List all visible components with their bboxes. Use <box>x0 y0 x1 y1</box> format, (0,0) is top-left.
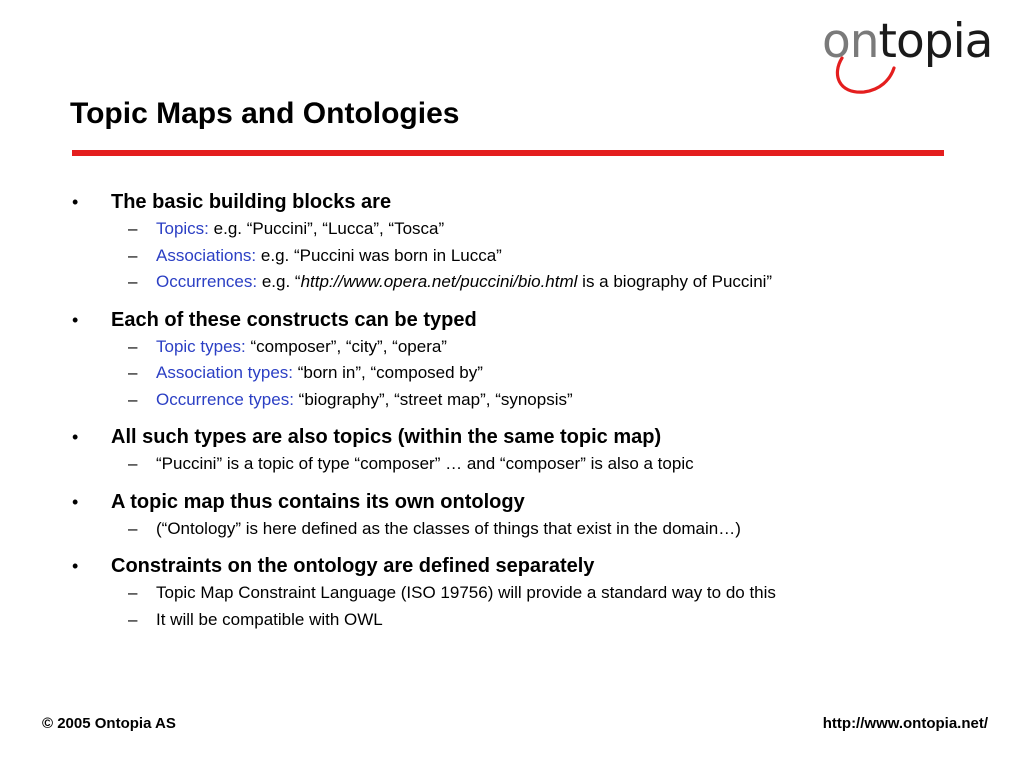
sub-bullet-item <box>0 580 1024 607</box>
term-description: “born in”, “composed by” <box>293 363 483 382</box>
sub-bullet-item <box>0 607 1024 634</box>
bullet-marker: • <box>72 309 79 330</box>
term-label: Occurrence types: <box>156 389 294 409</box>
sub-bullet-marker: – <box>128 219 138 238</box>
bullet-text: A topic map thus contains its own ontology <box>111 490 525 513</box>
bullet-text: All such types are also topics (within the same topic map) <box>111 426 662 448</box>
bullet-item <box>0 307 1024 334</box>
bullet-item <box>0 489 1024 516</box>
sub-bullet-item <box>0 269 1024 296</box>
sub-bullet-marker: – <box>128 363 138 382</box>
logo-wordmark <box>822 12 992 72</box>
bullet-text: The basic building blocks are <box>111 191 392 213</box>
sub-bullet-text <box>156 216 444 243</box>
term-description-start: e.g. “ <box>257 272 301 291</box>
slide-title: Topic Maps and Ontologies <box>70 97 460 130</box>
bullet-list <box>0 189 1024 633</box>
sub-bullet-text: “Puccini” is a topic of type “composer” … and “composer” is also a topic <box>156 454 694 473</box>
footer-url: http://www.ontopia.net/ <box>822 715 988 732</box>
bio-url-text: http://www.opera.net/puccini/bio.html <box>300 272 578 291</box>
sub-bullet-text <box>156 387 573 414</box>
bullet-item <box>0 424 1024 451</box>
sub-bullet-text <box>156 334 447 361</box>
sub-bullet-text <box>156 269 772 296</box>
sub-bullet-text: Topic Map Constraint Language (ISO 19756) will provide a standard way to do this <box>156 583 776 602</box>
bullet-marker: • <box>72 427 79 447</box>
sub-bullet-item <box>0 387 1024 414</box>
bullet-marker: • <box>72 556 79 576</box>
sub-bullet-marker: – <box>128 389 138 409</box>
sub-bullet-item <box>0 334 1024 361</box>
sub-bullet-marker: – <box>128 609 138 629</box>
sub-bullet-marker: – <box>128 454 138 473</box>
logo-part-on: on <box>822 14 879 69</box>
bullet-marker: • <box>72 491 79 512</box>
sub-bullet-text: (“Ontology” is here defined as the classes of things that exist in the domain…) <box>156 518 741 538</box>
sub-bullet-text <box>156 360 483 387</box>
term-label: Associations: <box>156 245 257 265</box>
sub-bullet-item <box>0 360 1024 387</box>
logo-part-topia: topia <box>878 14 993 69</box>
sub-bullet-marker: – <box>128 245 138 265</box>
sub-bullet-marker: – <box>128 336 138 356</box>
title-underline <box>72 150 944 156</box>
term-label: Topics: <box>156 219 209 238</box>
bullet-marker: • <box>72 192 79 212</box>
sub-bullet-text: It will be compatible with OWL <box>156 609 383 629</box>
term-label: Occurrences: <box>156 272 258 291</box>
bullet-item <box>0 553 1024 580</box>
bullet-item <box>0 189 1024 216</box>
footer-copyright: © 2005 Ontopia AS <box>42 715 176 732</box>
term-description-end: is a biography of Puccini” <box>577 272 773 291</box>
sub-bullet-marker: – <box>128 583 138 602</box>
term-description: “biography”, “street map”, “synopsis” <box>293 389 573 409</box>
sub-bullet-item <box>0 243 1024 270</box>
term-description: e.g. “Puccini”, “Lucca”, “Tosca” <box>208 219 445 238</box>
term-label: Topic types: <box>156 336 246 356</box>
bullet-text: Constraints on the ontology are defined separately <box>111 555 595 577</box>
sub-bullet-item <box>0 451 1024 478</box>
bullet-text: Each of these constructs can be typed <box>111 308 477 331</box>
term-description: “composer”, “city”, “opera” <box>245 336 447 356</box>
term-description: e.g. “Puccini was born in Lucca” <box>256 245 502 265</box>
sub-bullet-marker: – <box>128 272 138 291</box>
sub-bullet-text <box>156 243 502 270</box>
sub-bullet-marker: – <box>128 518 138 538</box>
sub-bullet-item <box>0 516 1024 543</box>
term-label: Association types: <box>156 363 294 382</box>
ontopia-logo <box>818 12 1014 98</box>
sub-bullet-item <box>0 216 1024 243</box>
